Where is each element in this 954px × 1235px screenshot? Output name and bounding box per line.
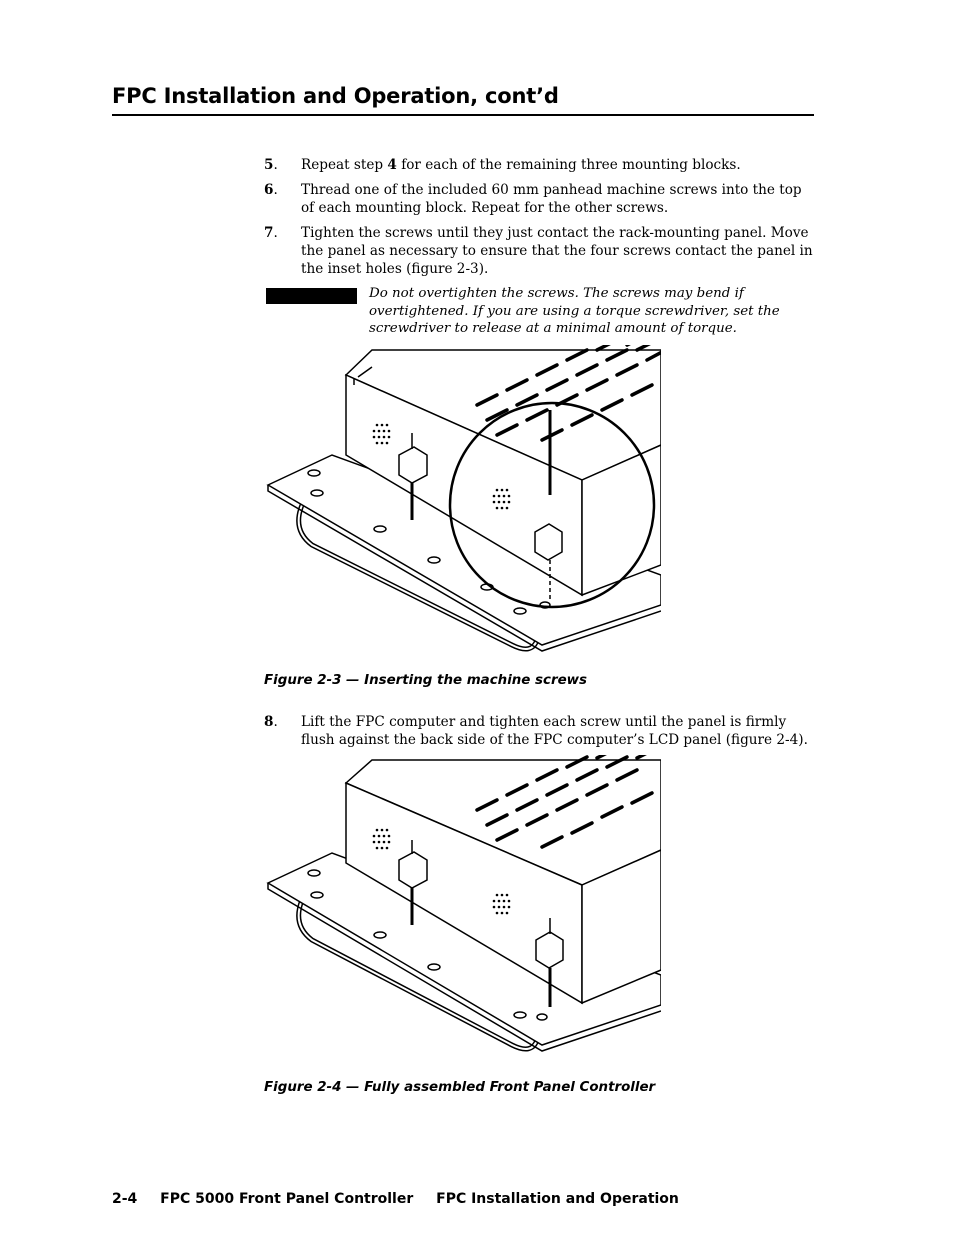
step-number: 6 (264, 182, 274, 198)
step-5: 5. Repeat step 4 for each of the remaining three mounting blocks. (264, 157, 741, 173)
step-6: 6. Thread one of the included 60 mm panhead machine screws into the top of each mounting block. Repeat for the other screws. (264, 181, 814, 217)
caution-text: Do not overtighten the screws. The screws may bend if overtightened. If you are using a torque screwdriver, set the screwdriver to release at a minimal amount of torque. (369, 286, 780, 336)
page-number: 2-4 (112, 1191, 138, 1207)
page-footer (112, 1191, 697, 1207)
step-7: 7. Tighten the screws until they just contact the rack-mounting panel. Move the panel as necessary to ensure that the four screws contact the panel in the inset holes (figure 2-3). (264, 225, 813, 277)
figure-2-4-caption: Figure 2-4 — Fully assembled Front Panel Controller (264, 1080, 656, 1095)
step-text-after: for each of the remaining three mounting blocks. (396, 157, 741, 173)
step-text: Tighten the screws until they just contact the rack-mounting panel. Move the panel as necessary to ensure that the four screws contact the panel in the inset holes (figure 2-3). (301, 225, 813, 277)
footer-product: FPC 5000 Front Panel Controller (160, 1191, 414, 1207)
figure-2-4-illustration (262, 755, 664, 1060)
step-number: 5 (264, 157, 274, 173)
page-header-title: FPC Installation and Operation, cont’d (112, 84, 559, 108)
step-text: Lift the FPC computer and tighten each screw until the panel is firmly flush against the back side of the FPC computer’s LCD panel (figure 2-4). (301, 714, 808, 748)
step-number: 7 (264, 225, 274, 241)
step-text: Thread one of the included 60 mm panhead machine screws into the top of each mounting block. Repeat for the other screws. (301, 182, 802, 216)
header-rule (112, 114, 814, 116)
step-ref: 4 (387, 157, 397, 173)
caution-marker (266, 288, 357, 304)
figure-2-3-illustration (262, 345, 664, 661)
figure-2-3-caption: Figure 2-3 — Inserting the machine screws (264, 673, 587, 688)
step-8: 8. Lift the FPC computer and tighten each screw until the panel is firmly flush against the back side of the FPC computer’s LCD panel (figure 2-4). (264, 713, 814, 749)
footer-section: FPC Installation and Operation (436, 1191, 679, 1207)
step-text: Repeat step (301, 157, 388, 173)
step-number: 8 (264, 714, 274, 730)
